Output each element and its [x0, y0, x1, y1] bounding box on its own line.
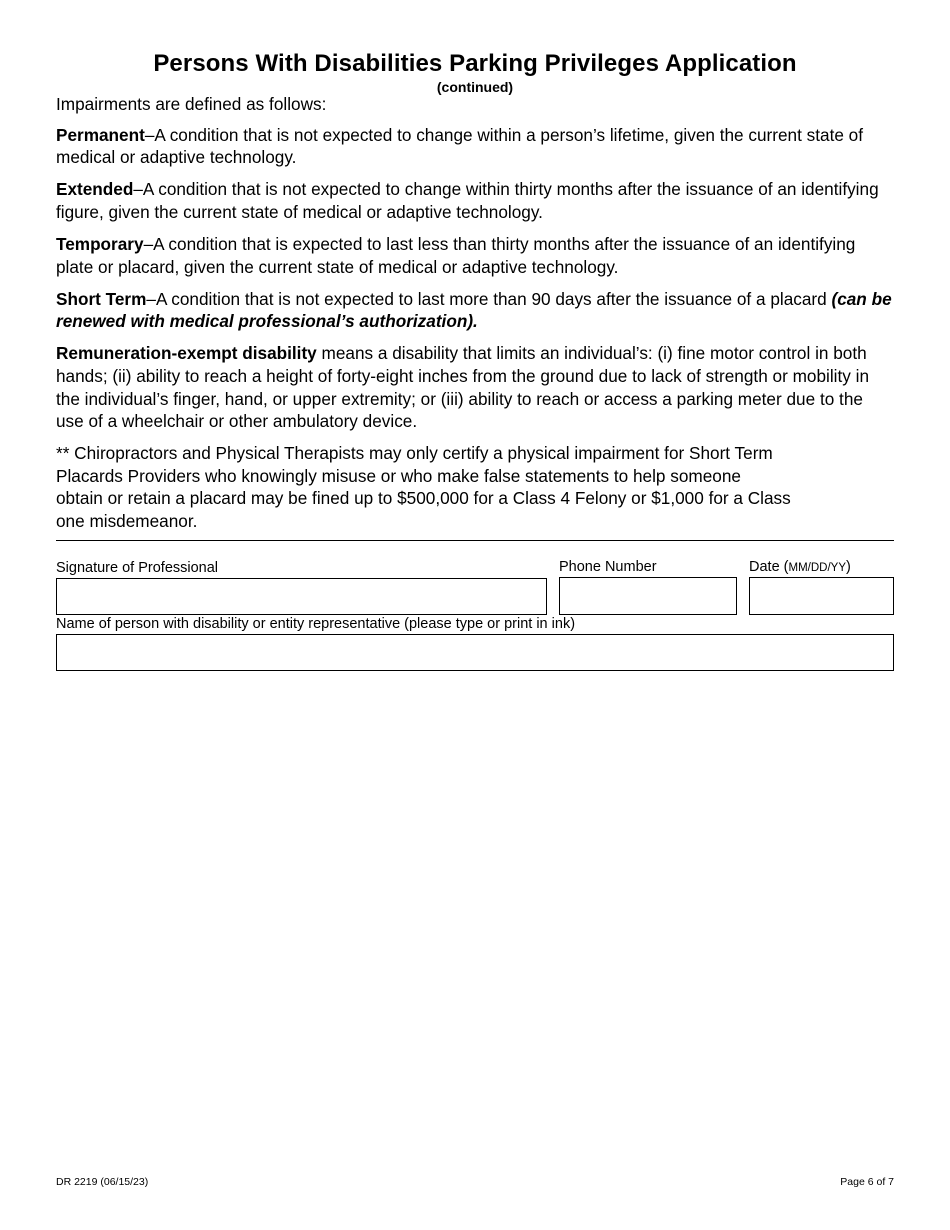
definition-text: –A condition that is not expected to last more than 90 days after the issuance of a placard	[146, 288, 832, 309]
date-format-hint: MM/DD/YY	[788, 562, 846, 574]
definition-term: Short Term	[56, 288, 147, 309]
document-page	[56, 0, 894, 1230]
definition-term: Temporary	[56, 233, 144, 254]
warning-line: Placards Providers who knowingly misuse or who make false statements to help someone	[56, 465, 741, 486]
warning-paragraph	[56, 442, 894, 532]
definition-remuneration-exempt	[56, 342, 894, 432]
phone-label: Phone Number	[559, 559, 657, 575]
page-subtitle: (continued)	[436, 79, 514, 95]
definition-text: –A condition that is not expected to change within thirty months after the issuance of an identifying figure, given the current state of medical or adaptive technology.	[56, 179, 879, 222]
definitions-section	[56, 93, 894, 542]
signature-label: Signature of Professional	[56, 560, 219, 576]
signature-field[interactable]	[56, 578, 547, 615]
name-label: Name of person with disability or entity representative (please type or print in ink)	[56, 616, 576, 632]
form-number: DR 2219 (06/15/23)	[56, 1176, 149, 1188]
name-field[interactable]	[56, 634, 894, 671]
definition-term: Remuneration-exempt disability	[56, 343, 317, 364]
warning-line: ** Chiropractors and Physical Therapists may only certify a physical impairment for Short Term	[56, 443, 773, 464]
definition-term: Extended	[56, 179, 134, 200]
definitions-intro: Impairments are defined as follows:	[56, 94, 327, 114]
definition-text: means a disability that limits an individual’s: (i) fine motor control in both hands; (ii) ability to reach a height of forty-eight inches from the ground due to lack of strength or mobility in the individual’s finger, hand, or upper extremity; or (iii) ability to reach or access a parking meter due to the use of a wheelchair or other ambulatory device.	[56, 343, 870, 432]
section-divider	[56, 540, 894, 541]
phone-field[interactable]	[559, 577, 737, 615]
renewal-note: (can be renewed with medical professional’s authorization).	[56, 288, 892, 332]
definition-short-term	[56, 288, 894, 333]
definition-text: –A condition that is expected to last less than thirty months after the issuance of an identifying plate or placard, given the current state of medical or adaptive technology.	[56, 233, 856, 277]
definition-term: Permanent	[56, 124, 145, 145]
page-title: Persons With Disabilities Parking Privileges Application	[153, 50, 797, 77]
date-field[interactable]	[749, 577, 894, 615]
warning-line: obtain or retain a placard may be fined up to $500,000 for a Class 4 Felony or $1,000 for a Class	[56, 488, 791, 509]
date-label: Date (MM/DD/YY)	[749, 559, 851, 575]
definition-text: –A condition that is not expected to change within a person’s lifetime, given the current state of medical or adaptive technology.	[56, 124, 864, 168]
page-number: Page 6 of 7	[840, 1176, 894, 1188]
definition-temporary	[56, 233, 894, 278]
definition-permanent	[56, 124, 894, 169]
definition-extended	[56, 178, 894, 223]
warning-line: one misdemeanor.	[56, 511, 198, 531]
